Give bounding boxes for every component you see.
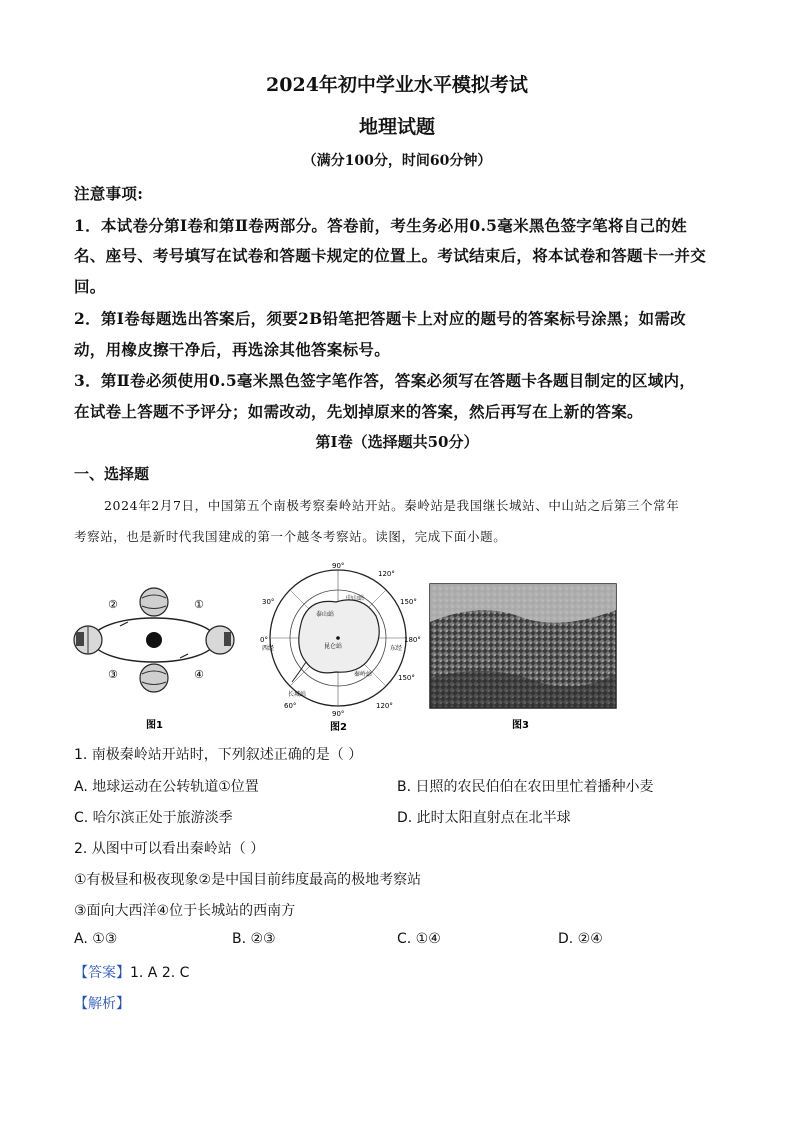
answer-text: 1. A 2. C (130, 965, 190, 981)
orbit-label: ③ (108, 668, 118, 681)
orbit-label: ② (108, 598, 118, 611)
place-label: 东经 (390, 645, 403, 652)
question-2-stem: 2. 从图中可以看出秦岭站（ ） (74, 841, 265, 857)
lon-label: 120° (378, 570, 395, 578)
lon-label: 90° (332, 562, 345, 570)
q1-option-c[interactable]: C. 哈尔滨正处于旅游淡季 (74, 810, 233, 826)
place-label: 中山站 (346, 595, 365, 602)
figure-2-antarctica-map (258, 558, 421, 738)
answer-tag: 【答案】 (74, 965, 130, 981)
figure-2-caption: 图2 (330, 722, 347, 733)
notes-line: 名、座号、考号填写在试卷和答题卡规定的位置上。考试结束后，将本试卷和答题卡一并交 (74, 246, 707, 265)
figure-3-photo (428, 582, 620, 732)
orbit-label: ① (194, 598, 204, 611)
figure-1-orbit (68, 580, 248, 730)
lon-label: 30° (262, 598, 275, 606)
q2-option-b[interactable]: B. ②③ (232, 931, 276, 947)
lon-label: 180° (404, 636, 421, 644)
lon-label: 0° (260, 636, 268, 644)
notes-heading: 注意事项: (74, 184, 144, 203)
q2-option-c[interactable]: C. ①④ (397, 931, 441, 947)
lon-label: 150° (398, 674, 415, 682)
part-heading: 第Ⅰ卷（选择题共50分） (315, 433, 479, 451)
lon-label: 60° (284, 702, 297, 710)
exam-meta: （满分100分，时间60分钟） (302, 153, 492, 169)
notes-line: 动，用橡皮擦干净后，再选涂其他答案标号。 (74, 340, 391, 359)
orbit-label: ④ (194, 668, 204, 681)
q2-statement-line: ①有极昼和极夜现象②是中国目前纬度最高的极地考察站 (74, 872, 422, 888)
q2-statement-line: ③面向大西洋④位于长城站的西南方 (74, 903, 296, 919)
passage-line: 2024年2月7日，中国第五个南极考察秦岭站开站。秦岭站是我国继长城站、中山站之后第三个常年 (104, 498, 680, 513)
q2-option-d[interactable]: D. ②④ (558, 931, 603, 947)
notes-line: 在试卷上答题不予评分；如需改动，先划掉原来的答案，然后再写在上新的答案。 (74, 402, 643, 421)
exam-title: 2024年初中学业水平模拟考试 (266, 74, 528, 96)
place-label: 泰山站 (316, 611, 335, 618)
place-label: 西经 (262, 645, 275, 652)
analysis-tag: 【解析】 (74, 996, 130, 1012)
lon-label: 120° (376, 702, 393, 710)
q1-option-b[interactable]: B. 日照的农民伯伯在农田里忙着播种小麦 (397, 779, 654, 795)
section-heading: 一、选择题 (74, 465, 150, 483)
place-label: 秦岭站 (354, 671, 373, 678)
subject-title: 地理试题 (358, 116, 435, 138)
notes-line: 回。 (74, 277, 106, 296)
place-label: 长城站 (288, 691, 307, 698)
notes-line: 2．第Ⅰ卷每题选出答案后，须要2B铅笔把答题卡上对应的题号的答案标号涂黑；如需改 (74, 309, 686, 328)
figure-3-caption: 图3 (512, 720, 529, 731)
figure-1-caption: 图1 (146, 720, 163, 731)
answer-line (74, 962, 189, 982)
q1-option-a[interactable]: A. 地球运动在公转轨道①位置 (74, 779, 259, 795)
notes-line: 3．第Ⅱ卷必须使用0.5毫米黑色签字笔作答，答案必须写在答题卡各题目制定的区域内， (74, 371, 696, 390)
lon-label: 90° (332, 710, 345, 718)
lon-label: 150° (400, 598, 417, 606)
q2-option-a[interactable]: A. ①③ (74, 931, 118, 947)
passage-line: 考察站，也是新时代我国建成的第一个越冬考察站。读图，完成下面小题。 (74, 529, 507, 544)
question-1-stem: 1. 南极秦岭站开站时，下列叙述正确的是（ ） (74, 747, 363, 763)
place-label: 昆仑站 (324, 643, 343, 650)
q1-option-d[interactable]: D. 此时太阳直射点在北半球 (397, 810, 571, 826)
sun-icon (146, 632, 162, 648)
notes-line: 1．本试卷分第Ⅰ卷和第Ⅱ卷两部分。答卷前，考生务必用0.5毫米黑色签字笔将自己的姓 (74, 216, 687, 235)
